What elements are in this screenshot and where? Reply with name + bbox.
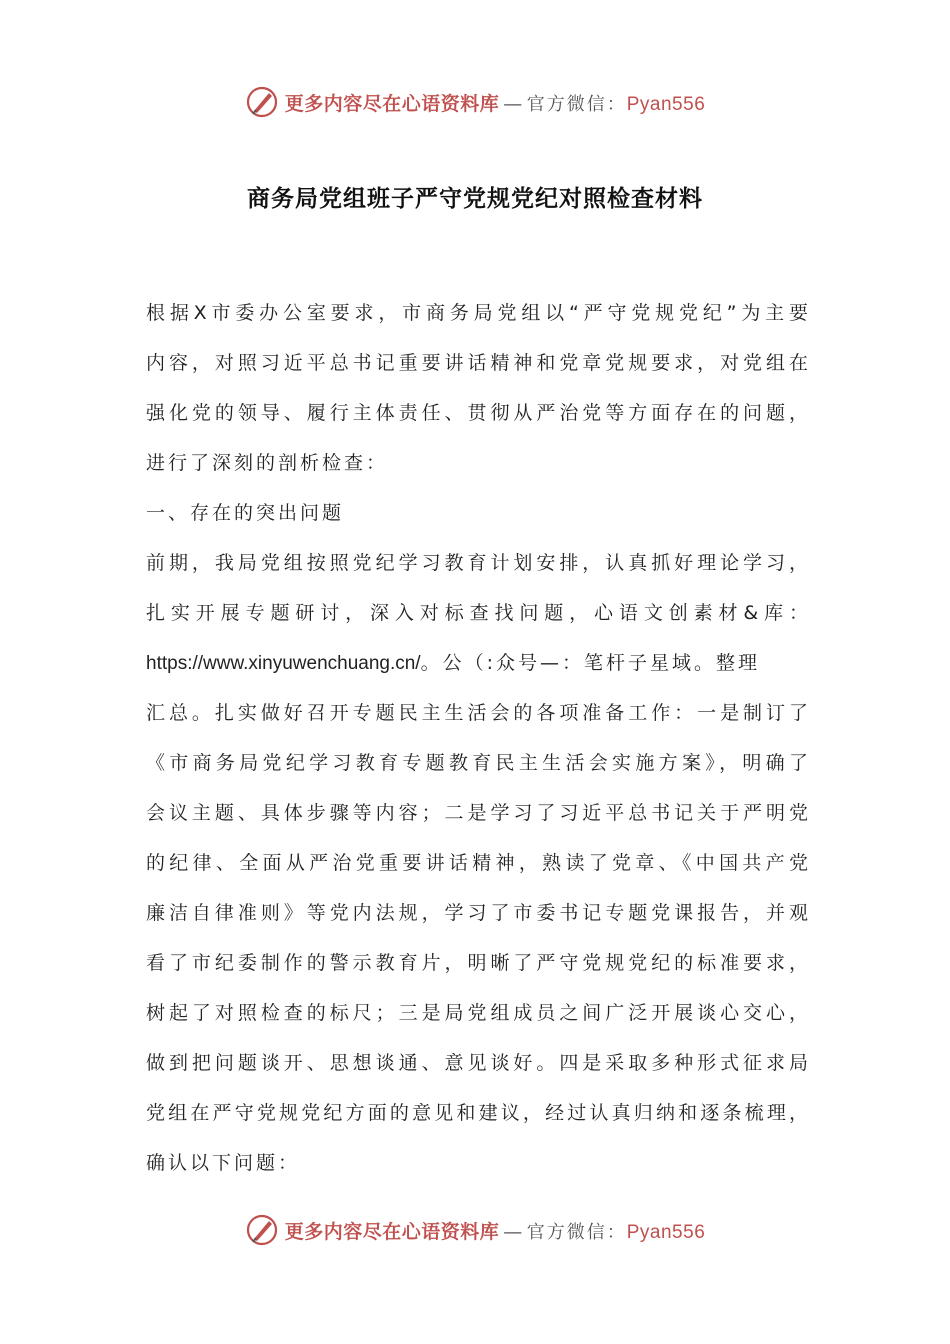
url-line-rest: 。公（:众号—：笔杆子星域。整理	[420, 652, 760, 674]
watermark-wechat-label: 官方微信：	[526, 93, 627, 115]
body-line: 树起了对照检查的标尺；三是局党组成员之间广泛开展谈心交心，	[146, 1002, 811, 1024]
body-line: 党组在严守党规党纪方面的意见和建议，经过认真归纳和逐条梳理，	[146, 1102, 811, 1124]
body-line: 前期，我局党组按照党纪学习教育计划安排，认真抓好理论学习，	[146, 552, 811, 574]
document-body	[146, 293, 811, 1193]
body-line: 汇总。扎实做好召开专题民主生活会的各项准备工作：一是制订了	[146, 702, 811, 724]
watermark-separator: —	[503, 92, 523, 115]
body-line: 确认以下问题：	[146, 1152, 301, 1174]
body-line-with-url	[146, 643, 811, 693]
watermark-site-text: 更多内容尽在心语资料库	[284, 1220, 500, 1243]
body-line: 看了市纪委制作的警示教育片，明晰了严守党规党纪的标准要求，	[146, 952, 811, 974]
watermark-wechat-label: 官方微信：	[526, 1221, 627, 1243]
header-watermark-banner	[0, 80, 950, 124]
body-line: 根据X市委办公室要求，市商务局党组以“严守党规党纪”为主要	[146, 302, 811, 324]
watermark-site-text: 更多内容尽在心语资料库	[284, 92, 500, 115]
watermark-wechat-id: Pyan556	[626, 1221, 706, 1243]
body-line: 内容，对照习近平总书记重要讲话精神和党章党规要求，对党组在	[146, 352, 811, 374]
body-line: 的纪律、全面从严治党重要讲话精神，熟读了党章、《中国共产党	[146, 852, 811, 874]
footer-watermark-banner	[0, 1208, 950, 1252]
watermark-wechat-id: Pyan556	[626, 93, 706, 115]
body-line: 廉洁自律准则》等党内法规，学习了市委书记专题党课报告，并观	[146, 902, 811, 924]
body-line: 做到把问题谈开、思想谈通、意见谈好。四是采取多种形式征求局	[146, 1052, 811, 1074]
body-line: 会议主题、具体步骤等内容；二是学习了习近平总书记关于严明党	[146, 802, 811, 824]
section-heading: 一、存在的突出问题	[146, 502, 345, 524]
source-url: https://www.xinyuwenchuang.cn/	[146, 653, 421, 674]
body-line: 进行了深刻的剖析检查：	[146, 452, 389, 474]
quill-pen-logo-icon	[245, 1213, 279, 1247]
watermark-separator: —	[503, 1220, 523, 1243]
body-line: 扎实开展专题研讨，深入对标查找问题，心语文创素材&库：	[146, 602, 811, 624]
watermark-text	[285, 1217, 706, 1244]
body-line: 强化党的领导、履行主体责任、贯彻从严治党等方面存在的问题，	[146, 402, 811, 424]
quill-pen-logo-icon	[245, 85, 279, 119]
document-title: 商务局党组班子严守党规党纪对照检查材料	[247, 185, 703, 212]
watermark-text	[285, 89, 706, 116]
body-line: 《市商务局党纪学习教育专题教育民主生活会实施方案》，明确了	[146, 752, 811, 774]
